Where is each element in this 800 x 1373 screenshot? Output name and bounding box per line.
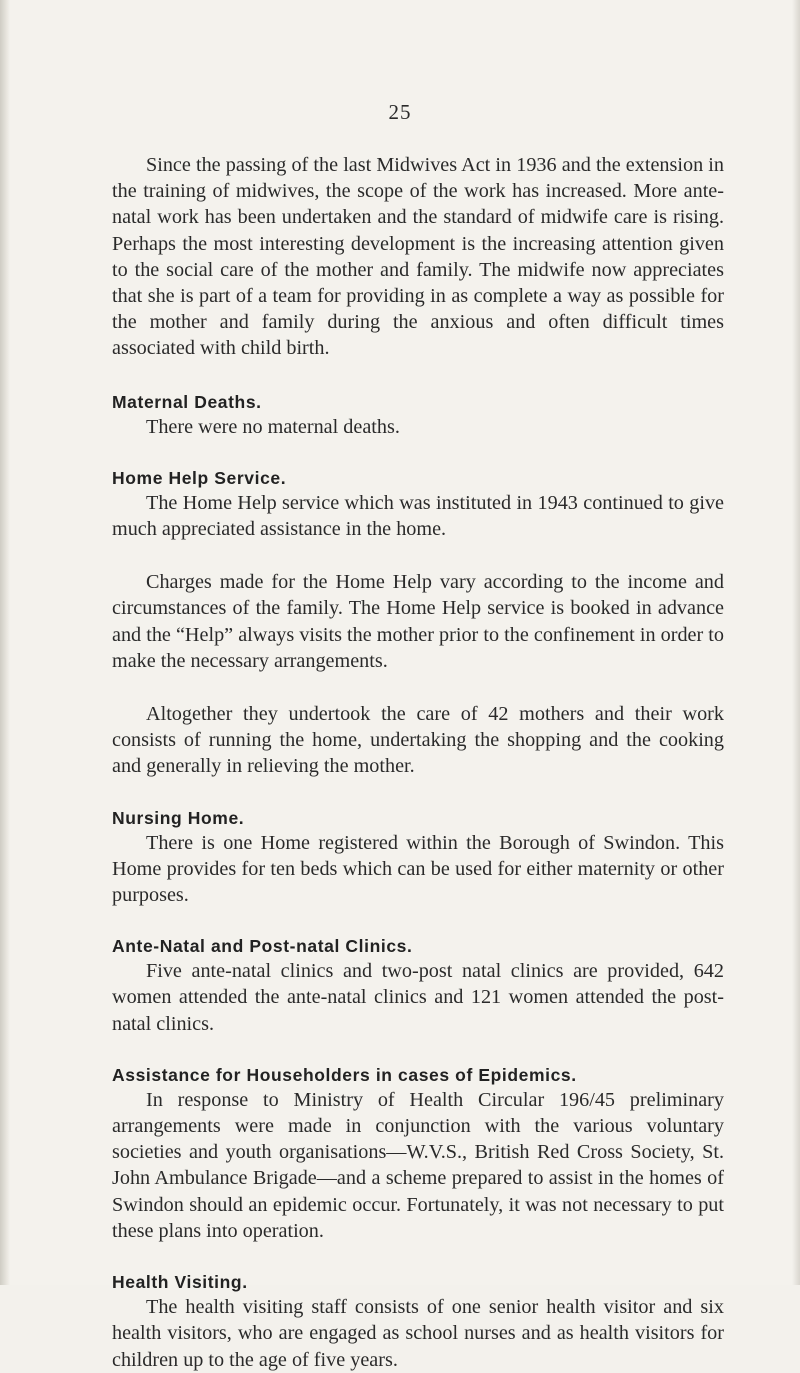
section-maternal-deaths <box>112 390 724 440</box>
page-right-edge <box>792 0 800 1285</box>
section-heading: Assistance for Householders in cases of Epidemics. <box>112 1064 577 1085</box>
section-heading: Home Help Service. <box>112 467 287 488</box>
section-paragraph: Altogether they undertook the care of 42 mothers and their work consists of running the home, undertaking the shopping and the cooking and generally in relieving the mother. <box>112 703 724 778</box>
section-paragraph: The Home Help service which was instituted in 1943 continued to give much appreciated assistance in the home. <box>112 491 724 541</box>
section-nursing-home <box>112 806 724 909</box>
intro-paragraph: Since the passing of the last Midwives Act in 1936 and the extension in the training of midwives, the scope of the work has increased. More ante-natal work has been undertaken and the standard of midwife care is rising. Perhaps the most interesting development is the increasing attention given to the social care of the mother and family. The midwife now appreciates that she is part of a team for providing in as complete a way as possible for the mother and family during the anxious and often difficult times associated with child birth. <box>112 154 724 360</box>
page-number: 25 <box>388 100 412 124</box>
section-health-visiting <box>112 1270 724 1373</box>
section-heading: Nursing Home. <box>112 807 245 828</box>
section-epidemics <box>112 1063 724 1244</box>
page-left-edge <box>0 0 10 1285</box>
section-paragraph: There were no maternal deaths. <box>146 415 400 438</box>
section-heading: Ante-Natal and Post-natal Clinics. <box>112 936 413 957</box>
section-paragraph: There is one Home registered within the Borough of Swindon. This Home provides for ten beds which can be used for either maternity or other purposes. <box>112 831 724 907</box>
section-paragraph: Five ante-natal clinics and two-post natal clinics are provided, 642 women attended the ante-natal clinics and 121 women attended the post-natal clinics. <box>112 960 724 1035</box>
section-clinics <box>112 934 724 1037</box>
section-heading: Health Visiting. <box>112 1272 248 1293</box>
section-heading: Maternal Deaths. <box>112 391 262 412</box>
page-body <box>112 152 724 1373</box>
section-paragraph: The health visiting staff consists of one senior health visitor and six health visitors, who are engaged as school nurses and as health visitors for children up to the age of five years. <box>112 1296 724 1371</box>
section-paragraph: In response to Ministry of Health Circular 196/45 preliminary arrangements were made in conjunction with the various voluntary societies and youth organisations—W.V.S., British Red Cross Society, St. John Ambulance Brigade—and a scheme prepared to assist in the homes of Swindon should an epidemic occur. Fortunately, it was not necessary to put these plans into operation. <box>112 1088 724 1242</box>
section-paragraph: Charges made for the Home Help vary according to the income and circumstances of the family. The Home Help service is booked in advance and the “Help” always visits the mother prior to the confinement in order to make the necessary arrangements. <box>112 571 724 672</box>
section-home-help <box>112 466 724 780</box>
